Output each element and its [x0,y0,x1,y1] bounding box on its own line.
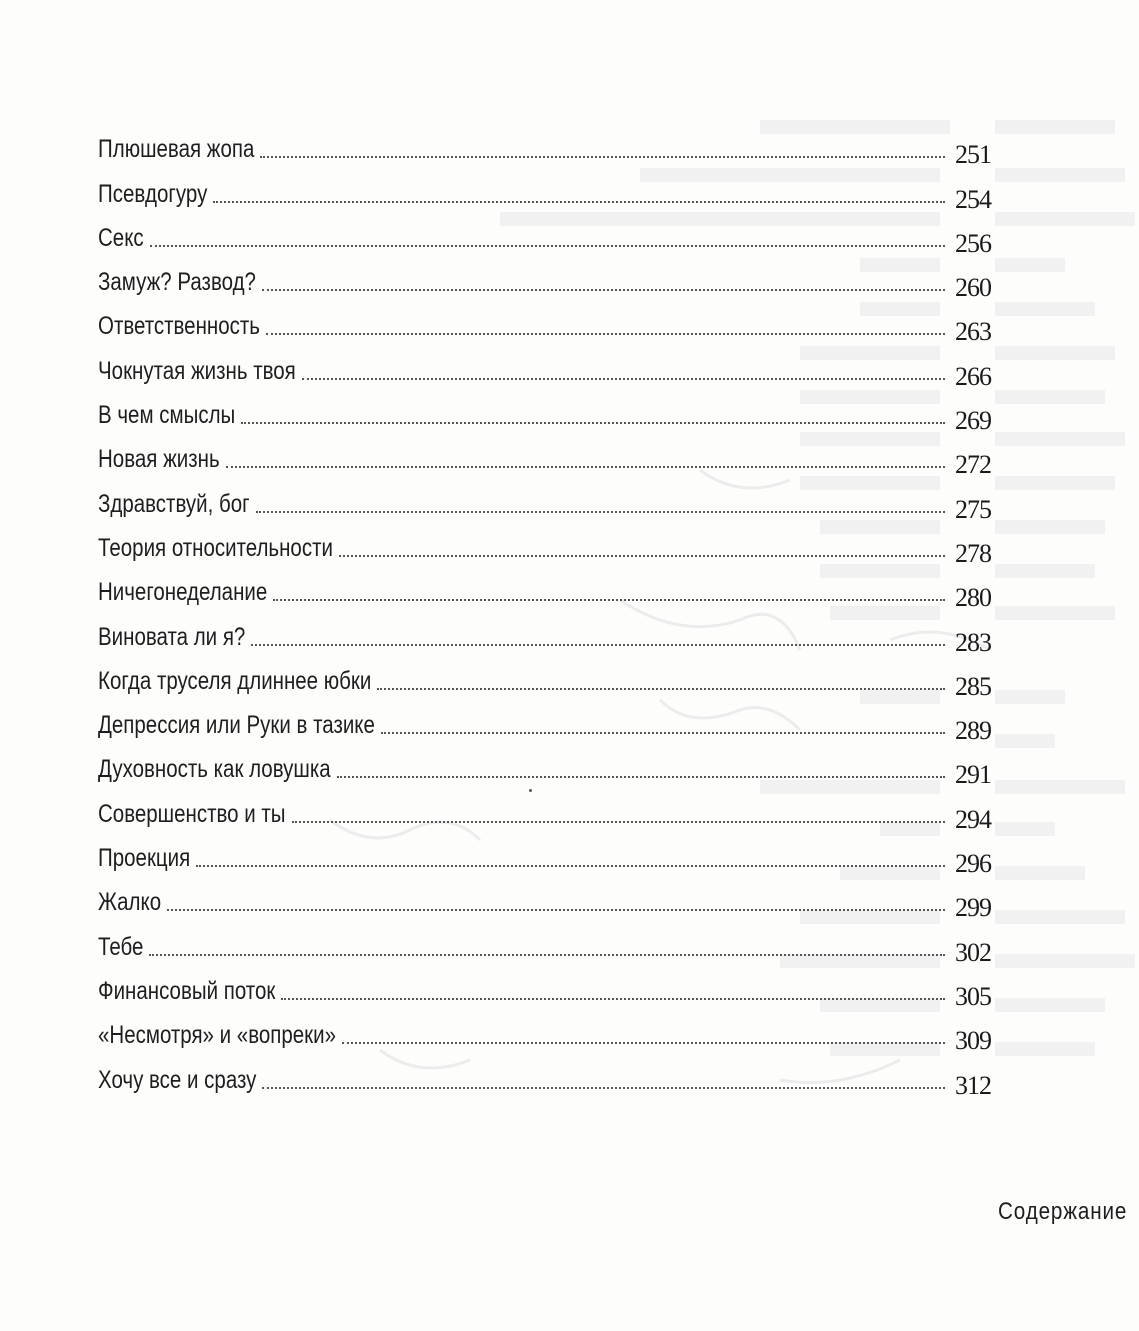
toc-entry-title: Финансовый поток [98,976,276,1005]
toc-entry [98,341,991,391]
toc-entry-title: Жалко [98,888,162,917]
toc-entry-page-number: 294 [955,804,991,834]
toc-entry-page-number: 256 [955,228,991,258]
toc-entry-title: Тебе [98,932,144,961]
toc-entry-page-number: 269 [955,406,991,436]
toc-entry-title: Секс [98,223,144,252]
dot-leader [256,511,945,513]
dot-leader [251,644,945,646]
toc-entry [98,784,991,834]
toc-entry [98,519,991,568]
toc-entry-title: Когда труселя длиннее юбки [98,666,372,695]
toc-entry-title: Хочу все и сразу [98,1065,257,1094]
dot-leader [266,333,945,335]
toc-entry-title: Проекция [98,844,191,873]
toc-entry [98,1006,991,1056]
dot-leader [339,555,945,557]
dot-leader [381,732,945,734]
toc-entry-page-number: 260 [955,273,991,303]
toc-entry-title: «Несмотря» и «вопреки» [98,1021,336,1050]
toc-entry-page-number: 275 [955,494,991,524]
toc-entry-page-number: 272 [955,450,991,480]
toc-entry-title: Теория относительности [98,533,333,562]
toc-entry-title: Совершенство и ты [98,799,286,828]
toc-entry-page-number: 312 [955,1070,991,1100]
dot-leader [292,821,946,823]
toc-entry [98,917,991,967]
toc-entry-title: Здравствуй, бог [98,489,250,518]
toc-entry [98,962,991,1011]
toc-entry [98,474,991,524]
toc-entry-page-number: 289 [955,716,991,746]
dot-leader [262,1087,945,1089]
dot-leader [149,954,945,956]
toc-entry-page-number: 280 [955,583,991,613]
toc-entry-title: Депрессия или Руки в тазике [98,711,375,740]
toc-entry [98,829,991,879]
dot-leader [337,776,945,778]
running-footer-section-title: Содержание [997,1198,1127,1225]
toc-entry-page-number: 299 [955,893,991,923]
toc-entry [98,873,991,923]
toc-entry-page-number: 302 [955,937,991,967]
toc-entry [98,209,991,258]
dot-leader [377,688,945,690]
toc-entry-page-number: 285 [955,671,991,701]
toc-entry-title: В чем смыслы [98,401,236,430]
toc-entry-title: Виновата ли я? [98,622,246,651]
toc-entry-page-number: 266 [955,361,991,391]
toc-entry-title: Замуж? Развод? [98,268,256,297]
toc-entry-page-number: 263 [955,317,991,347]
toc-entry [98,164,991,214]
toc-entry [98,120,991,170]
toc-entry [98,740,991,790]
toc-entry-title: Ничегонеделание [98,578,268,607]
toc-entry-title: Чокнутая жизнь твоя [98,356,296,385]
toc-entry [98,607,991,657]
toc-entry [98,563,991,613]
toc-entry [98,696,991,746]
toc-entry-title: Новая жизнь [98,445,220,474]
dot-leader [260,156,945,158]
toc-entry [98,386,991,436]
toc-entry [98,430,991,480]
toc-entry [98,253,991,303]
toc-entry-page-number: 305 [955,981,991,1011]
toc-entry-title: Псевдогуру [98,179,208,208]
toc-entry-page-number: 309 [955,1026,991,1056]
toc-entry [98,297,991,347]
toc-entry [98,1050,991,1100]
toc-entry-page-number: 283 [955,627,991,657]
toc-entry-page-number: 278 [955,538,991,568]
dot-leader [273,599,945,601]
dot-leader [262,289,945,291]
dot-leader [167,909,945,911]
dot-leader [213,201,945,203]
toc-entry-title: Духовность как ловушка [98,755,331,784]
dot-leader [196,865,945,867]
dot-leader [342,1042,945,1044]
toc-entry-page-number: 296 [955,849,991,879]
toc-entry-page-number: 291 [955,760,991,790]
dot-leader [281,998,945,1000]
toc-entry-page-number: 254 [955,184,991,214]
dot-leader [241,422,945,424]
dot-leader [226,466,945,468]
toc-entry-title: Плюшевая жопа [98,135,255,164]
dot-leader [302,378,945,380]
toc-entry [98,652,991,701]
toc-entry-page-number: 251 [955,140,991,170]
table-of-contents [98,120,991,1100]
dot-leader [150,245,945,247]
ink-speck [529,789,532,792]
toc-entry-title: Ответственность [98,312,260,341]
